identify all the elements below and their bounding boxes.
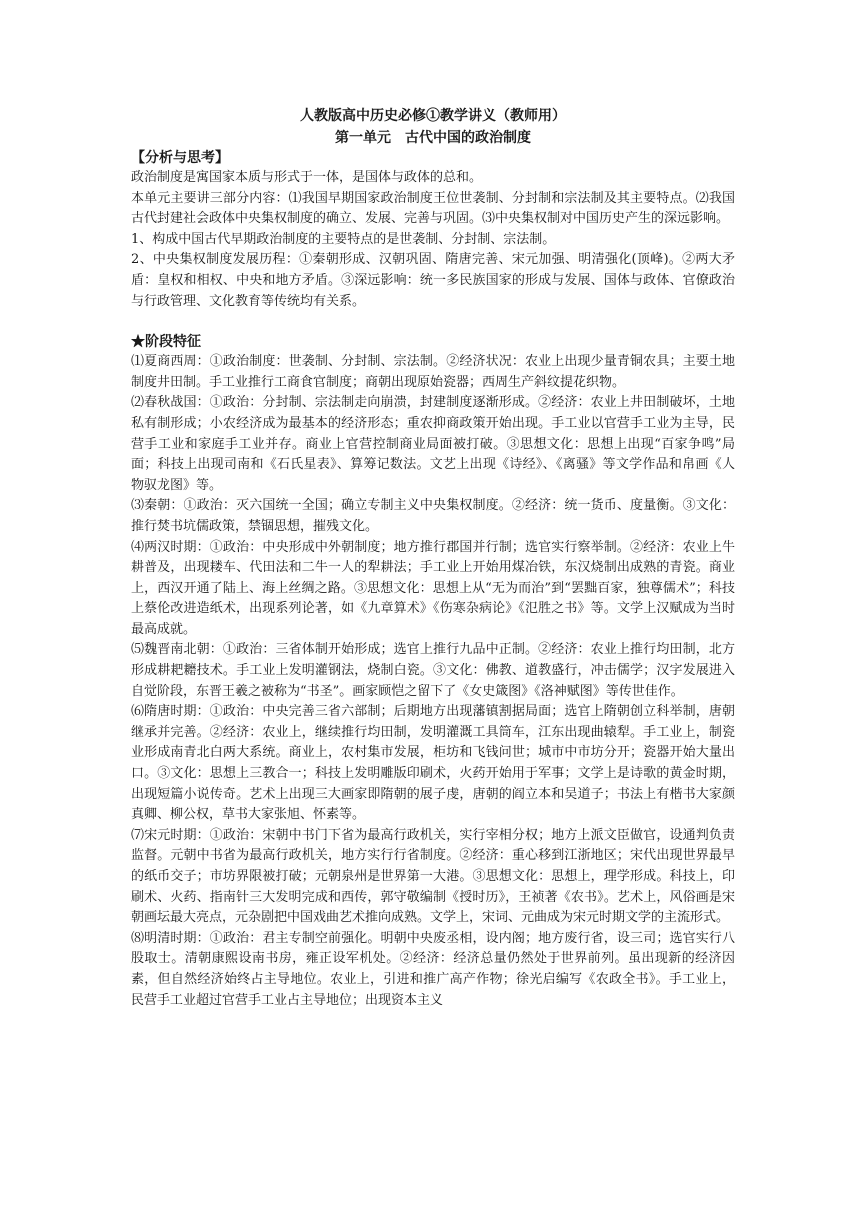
stage-paragraph: ⑷两汉时期：①政治：中央形成中外朝制度；地方推行郡国并行制；选官实行察举制。②经济：农业上牛耕普及，出现耧车、代田法和二牛一人的犁耕法；手工业上开始用煤冶铁，东汉烧制出成熟的青瓷。商业上，西汉开通了陆上、海上丝绸之路。③思想文化：思想上从“无为而治”到“罢黜百家，独尊儒术”；科技上蔡伦改进造纸术，出现系列论著，如《九章算术》《伤寒杂病论》《氾胜之书》等。文学上汉赋成为当时最高成就。	[131, 539, 735, 637]
spacer	[131, 312, 735, 332]
stage-paragraph: ⑻明清时期：①政治：君主专制空前强化。明朝中央废丞相，设内阁；地方废行省，设三司；选官实行八股取士。清朝康熙设南书房，雍正设军机处。②经济：经济总量仍然处于世界前列。虽出现新的经济因素，但自然经济始终占主导地位。农业上，引进和推广高产作物；徐光启编写《农政全书》。手工业上，民营手工业超过官营手工业占主导地位；出现资本主义	[131, 930, 735, 1008]
stage-paragraph: ⑵春秋战国：①政治：分封制、宗法制走向崩溃，封建制度逐渐形成。②经济：农业上井田制破坏，土地私有制形成；小农经济成为最基本的经济形态；重农抑商政策开始出现。手工业以官营手工业为主导，民营手工业和家庭手工业并存。商业上官营控制商业局面被打破。③思想文化：思想上出现“百家争鸣”局面；科技上出现司南和《石氏星表》、算筹记数法。文艺上出现《诗经》、《离骚》等文学作品和帛画《人物驭龙图》等。	[131, 395, 735, 493]
intro-paragraph: 本单元主要讲三部分内容：⑴我国早期国家政治制度王位世袭制、分封制和宗法制及其主要特点。⑵我国古代封建社会政体中央集权制度的确立、发展、完善与巩固。⑶中央集权制对中国历史产生的深远影响。	[131, 190, 735, 227]
stage-heading: ★阶段特征	[131, 334, 201, 351]
intro-paragraph: 2、中央集权制度发展历程：①秦朝形成、汉朝巩固、隋唐完善、宋元加强、明清强化(顶峰)。②两大矛盾：皇权和相权、中央和地方矛盾。③深远影响：统一多民族国家的形成与发展、国体与政体、官僚政治与行政管理、文化教育等传统均有关系。	[131, 252, 735, 309]
stage-paragraph: ⑶秦朝：①政治：灭六国统一全国；确立专制主义中央集权制度。②经济：统一货币、度量衡。③文化：推行焚书坑儒政策，禁锢思想，摧残文化。	[131, 498, 735, 534]
document-title: 人教版高中历史必修①教学讲义（教师用）	[300, 108, 566, 124]
stage-paragraph: ⑹隋唐时期：①政治：中央完善三省六部制；后期地方出现藩镇割据局面；选官上隋朝创立科举制，唐朝继承并完善。②经济：农业上，继续推行均田制，发明灌溉工具筒车，江东出现曲辕犁。手工业上，制瓷业形成南青北白两大系统。商业上，农村集市发展，柜坊和飞钱问世；城市中市坊分开；瓷器开始大量出口。③文化：思想上三教合一；科技上发明雕版印刷术，火药开始用于军事；文学上是诗歌的黄金时期，出现短篇小说传奇。艺术上出现三大画家即隋朝的展子虔，唐朝的阎立本和吴道子；书法上有楷书大家颜真卿、柳公权，草书大家张旭、怀素等。	[131, 704, 735, 823]
intro-paragraph: 1、构成中国古代早期政治制度的主要特点的是世袭制、分封制、宗法制。	[131, 231, 556, 247]
analysis-heading: 【分析与思考】	[131, 150, 229, 166]
stage-paragraph: ⑴夏商西周：①政治制度：世袭制、分封制、宗法制。②经济状况：农业上出现少量青铜农具；主要土地制度井田制。手工业推行工商食官制度；商朝出现原始瓷器；西周生产斜纹提花织物。	[131, 354, 735, 390]
stage-paragraph: ⑺宋元时期：①政治：宋朝中书门下省为最高行政机关，实行宰相分权；地方上派文臣做官，设通判负责监督。元朝中书省为最高行政机关，地方实行行省制度。②经济：重心移到江浙地区；宋代出现世界最早的纸币交子；市坊界限被打破；元朝泉州是世界第一大港。③思想文化：思想上，理学形成。科技上，印刷术、火药、指南针三大发明完成和西传，郭守敬编制《授时历》，王祯著《农书》。艺术上，风俗画是宋朝画坛最大亮点，元杂剧把中国戏曲艺术推向成熟。文学上，宋词、元曲成为宋元时期文学的主流形式。	[131, 827, 735, 926]
intro-paragraph: 政治制度是寓国家本质与形式于一体，是国体与政体的总和。	[131, 170, 483, 185]
document-body	[131, 106, 735, 1011]
unit-title: 第一单元 古代中国的政治制度	[335, 130, 531, 146]
stage-paragraph: ⑸魏晋南北朝：①政治：三省体制开始形成；选官上推行九品中正制。②经济：农业上推行均田制，北方形成耕耙耱技术。手工业上发明灌钢法，烧制白瓷。③文化：佛教、道教盛行，冲击儒学；汉字发展进入自觉阶段，东晋王羲之被称为“书圣”。画家顾恺之留下了《女史箴图》《洛神赋图》等传世佳作。	[131, 642, 735, 699]
